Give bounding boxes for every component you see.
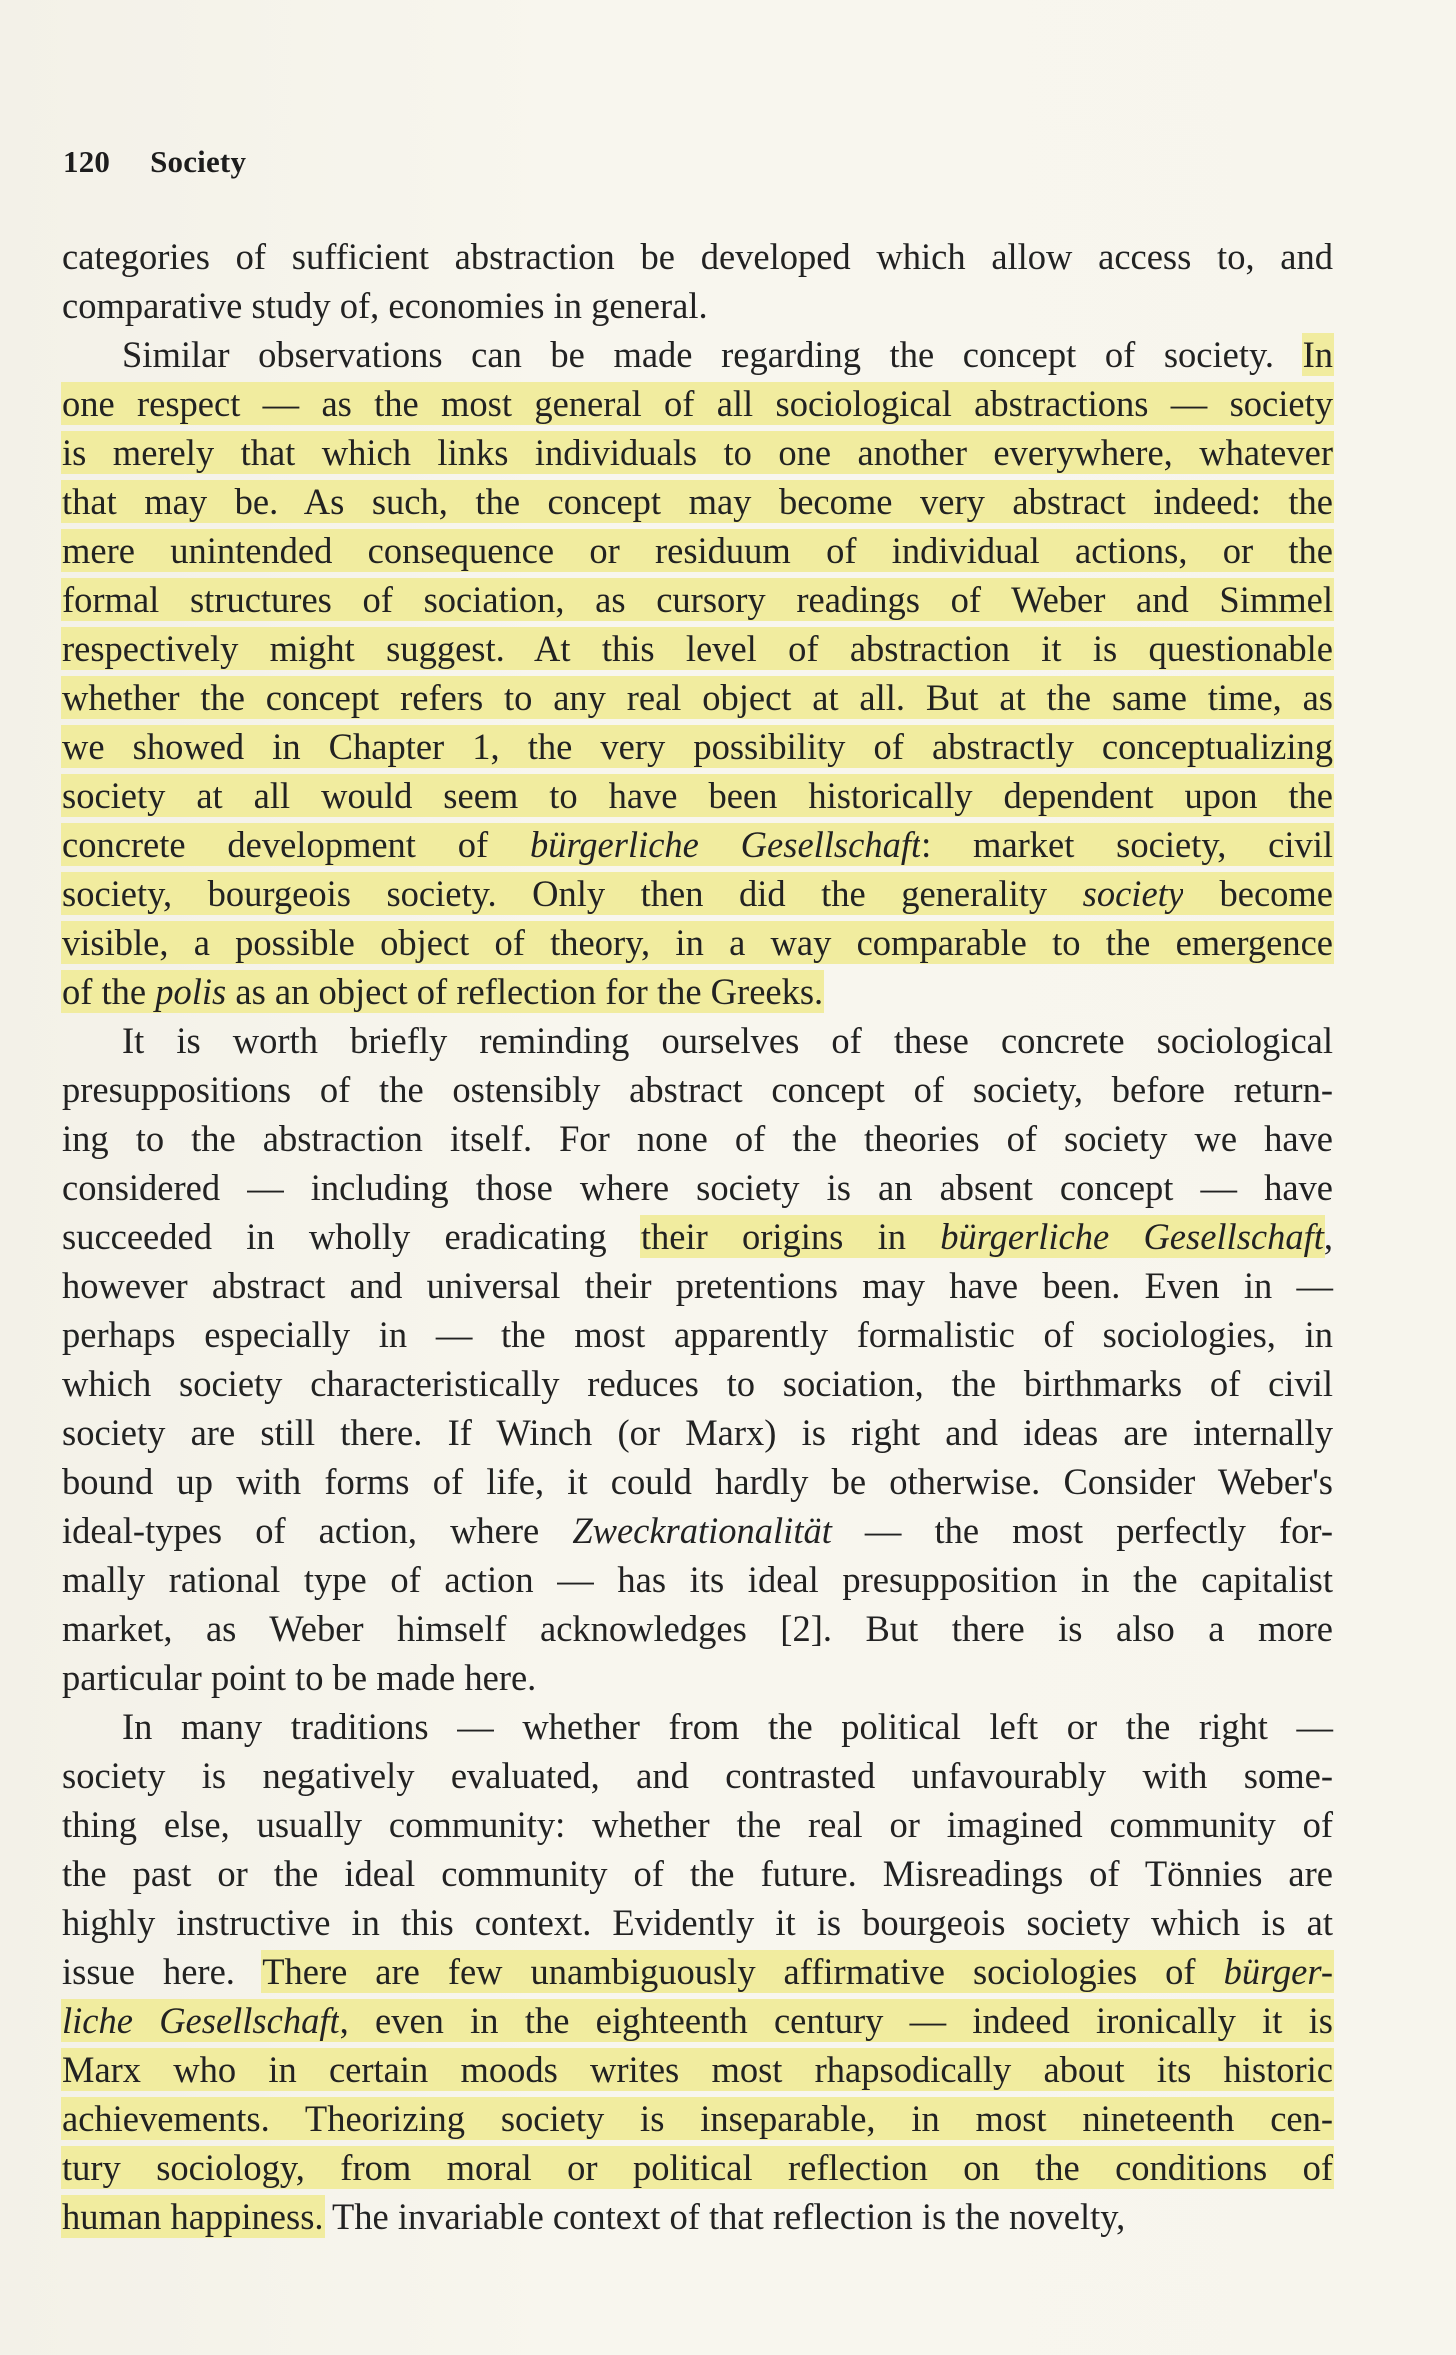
text-line	[62, 2094, 1333, 2143]
text-line	[62, 526, 1333, 575]
text-line	[62, 967, 1333, 1016]
text-line	[62, 2143, 1333, 2192]
text-segment: issue here.	[62, 1951, 263, 1992]
highlighted-text: as an object of reflection for the Greeks.	[226, 971, 824, 1012]
highlighted-text: become	[1184, 873, 1334, 914]
text-segment: The invariable context of that reflection is the novelty,	[323, 2196, 1126, 2237]
highlighted-text: In	[1302, 334, 1333, 375]
text-segment: Similar observations can be made regarding the concept of society.	[122, 334, 1303, 375]
highlighted-text: polis	[155, 971, 227, 1012]
text-line	[62, 232, 1333, 281]
text-line	[62, 624, 1333, 673]
highlighted-text: that may be. As such, the concept may become very abstract indeed: the	[62, 481, 1333, 522]
text-line	[62, 1163, 1333, 1212]
text-line	[62, 1261, 1333, 1310]
highlighted-text: society at all would seem to have been historically dependent upon the	[62, 775, 1333, 816]
text-segment: presuppositions of the ostensibly abstract concept of society, before return-	[62, 1069, 1333, 1110]
italic-text: Zweckrationalität	[572, 1510, 832, 1551]
highlighted-text: of the	[62, 971, 156, 1012]
text-segment: comparative study of, economies in general.	[62, 285, 708, 326]
highlighted-text: Marx who in certain moods writes most rhapsodically about its historic	[62, 2049, 1333, 2090]
text-segment: categories of sufficient abstraction be developed which allow access to, and	[62, 236, 1333, 277]
highlighted-text: visible, a possible object of theory, in a way comparable to the emergence	[62, 922, 1333, 963]
section-title: Society	[150, 144, 247, 179]
text-segment: perhaps especially in — the most apparently formalistic of sociologies, in	[62, 1314, 1333, 1355]
text-segment: It is worth briefly reminding ourselves of these concrete sociological	[122, 1020, 1333, 1061]
text-segment: the past or the ideal community of the future. Misreadings of Tönnies are	[62, 1853, 1333, 1894]
highlighted-text: human happiness.	[62, 2196, 324, 2237]
text-segment: highly instructive in this context. Evidently it is bourgeois society which is at	[62, 1902, 1333, 1943]
text-line	[62, 379, 1333, 428]
highlighted-text: tury sociology, from moral or political reflection on the conditions of	[62, 2147, 1333, 2188]
text-segment: In many traditions — whether from the political left or the right —	[122, 1706, 1333, 1747]
text-line	[62, 1947, 1333, 1996]
text-segment: however abstract and universal their pretentions may have been. Even in —	[62, 1265, 1333, 1306]
text-line	[62, 1359, 1333, 1408]
page-number: 120	[63, 144, 111, 179]
text-line	[62, 281, 1333, 330]
highlighted-text: mere unintended consequence or residuum of individual actions, or the	[62, 530, 1333, 571]
body-text	[62, 232, 1333, 2241]
text-line	[62, 918, 1333, 967]
text-line	[62, 1702, 1333, 1751]
text-segment: considered — including those where society is an absent concept — have	[62, 1167, 1333, 1208]
text-line	[62, 1457, 1333, 1506]
highlighted-text: society	[1082, 873, 1184, 914]
highlighted-text: concrete development of	[62, 824, 530, 865]
text-segment: bound up with forms of life, it could hardly be otherwise. Consider Weber's	[62, 1461, 1333, 1502]
highlighted-text: There are few unambiguously affirmative sociologies of	[262, 1951, 1224, 1992]
text-segment: ideal-types of action, where	[62, 1510, 573, 1551]
text-segment: society are still there. If Winch (or Marx) is right and ideas are internally	[62, 1412, 1333, 1453]
highlighted-text: bürgerliche Gesellschaft	[529, 824, 922, 865]
text-line	[62, 1555, 1333, 1604]
text-segment: particular point to be made here.	[62, 1657, 537, 1698]
highlighted-text: whether the concept refers to any real object at all. But at the same time, as	[62, 677, 1333, 718]
text-line	[62, 1408, 1333, 1457]
text-segment: which society characteristically reduces to sociation, the birthmarks of civil	[62, 1363, 1333, 1404]
text-line	[62, 1849, 1333, 1898]
text-line	[62, 1114, 1333, 1163]
text-line	[62, 2045, 1333, 2094]
text-segment: — the most perfectly for-	[831, 1510, 1333, 1551]
text-line	[62, 477, 1333, 526]
text-line	[62, 722, 1333, 771]
highlighted-text: their origins in	[640, 1216, 941, 1257]
highlighted-text: respectively might suggest. At this level of abstraction it is questionable	[62, 628, 1333, 669]
text-line	[62, 1751, 1333, 1800]
highlighted-text: one respect — as the most general of all sociological abstractions — society	[62, 383, 1333, 424]
text-line	[62, 1996, 1333, 2045]
text-line	[62, 1016, 1333, 1065]
text-line	[62, 1065, 1333, 1114]
text-line	[62, 1898, 1333, 1947]
text-line	[62, 820, 1333, 869]
highlighted-text: , even in the eighteenth century — indeed ironically it is	[339, 2000, 1333, 2041]
text-line	[62, 330, 1333, 379]
text-segment: market, as Weber himself acknowledges [2]. But there is also a more	[62, 1608, 1333, 1649]
highlighted-text: achievements. Theorizing society is inseparable, in most nineteenth cen-	[62, 2098, 1333, 2139]
text-line	[62, 771, 1333, 820]
highlighted-text: formal structures of sociation, as cursory readings of Weber and Simmel	[62, 579, 1333, 620]
running-head	[63, 144, 246, 180]
highlighted-text: bürgerliche Gesellschaft	[940, 1216, 1324, 1257]
text-line	[62, 673, 1333, 722]
text-segment: thing else, usually community: whether the real or imagined community of	[62, 1804, 1333, 1845]
text-line	[62, 428, 1333, 477]
text-segment: society is negatively evaluated, and contrasted unfavourably with some-	[62, 1755, 1333, 1796]
highlighted-text: is merely that which links individuals to one another everywhere, whatever	[62, 432, 1333, 473]
highlighted-text: society, bourgeois society. Only then did the generality	[62, 873, 1083, 914]
text-segment: mally rational type of action — has its ideal presupposition in the capitalist	[62, 1559, 1333, 1600]
text-line	[62, 1506, 1333, 1555]
text-line	[62, 1212, 1333, 1261]
highlighted-text: we showed in Chapter 1, the very possibility of abstractly conceptualizing	[62, 726, 1333, 767]
text-line	[62, 869, 1333, 918]
text-segment: ,	[1323, 1216, 1334, 1257]
text-line	[62, 575, 1333, 624]
text-line	[62, 2192, 1333, 2241]
text-line	[62, 1604, 1333, 1653]
text-line	[62, 1653, 1333, 1702]
text-line	[62, 1310, 1333, 1359]
text-segment: ing to the abstraction itself. For none of the theories of society we have	[62, 1118, 1333, 1159]
highlighted-text: liche Gesellschaft	[62, 2000, 340, 2041]
text-line	[62, 1800, 1333, 1849]
text-segment: succeeded in wholly eradicating	[62, 1216, 641, 1257]
highlighted-text: bürger-	[1223, 1951, 1333, 1992]
highlighted-text: : market society, civil	[921, 824, 1333, 865]
